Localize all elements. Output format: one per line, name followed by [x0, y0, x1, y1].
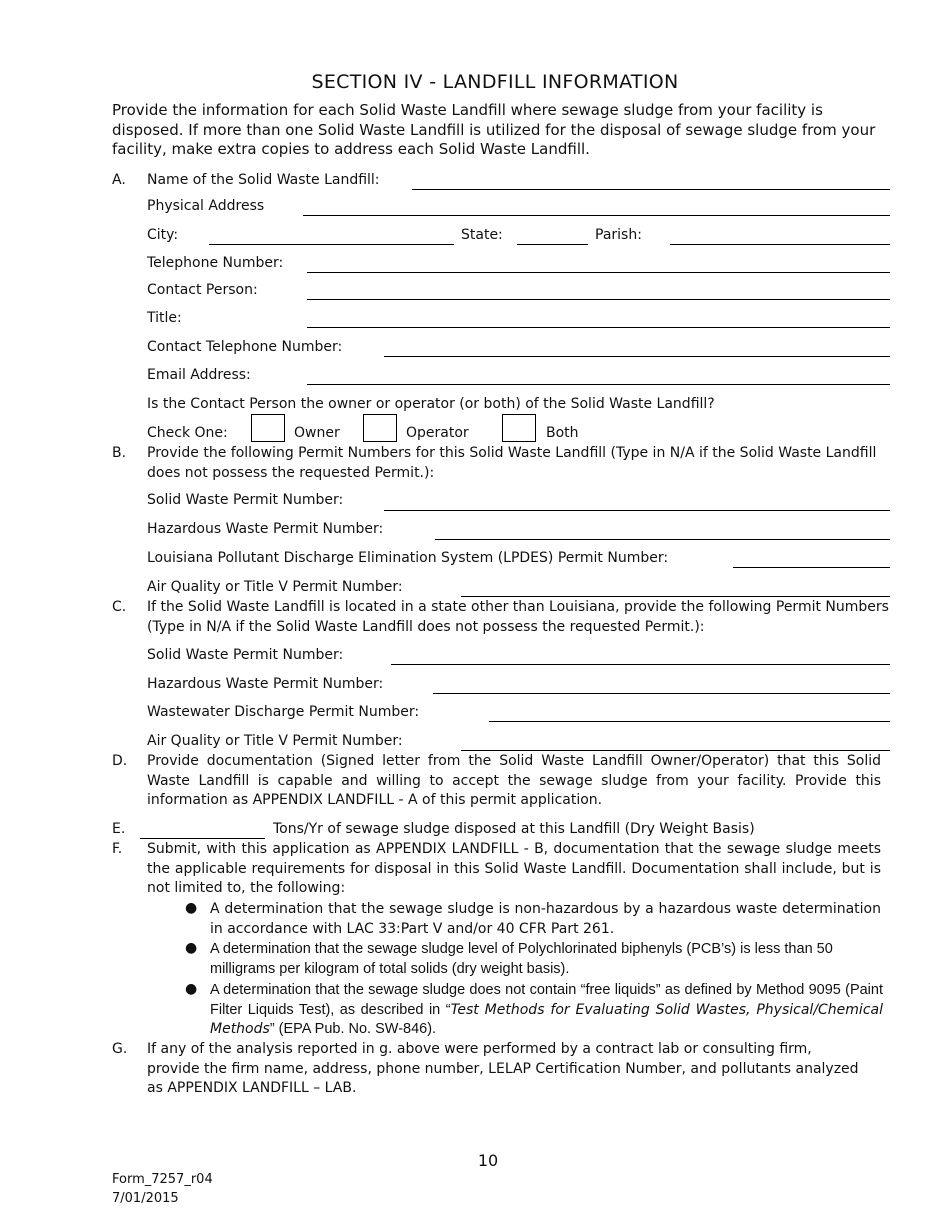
b-air-quality-permit-field[interactable] — [461, 596, 890, 597]
b-solid-waste-permit-field[interactable] — [384, 510, 890, 511]
email-label: Email Address: — [147, 367, 251, 383]
section-c-text: If the Solid Waste Landfill is located in a state other than Louisiana, provide the following Permit Numbers (Type in N/A if the Solid Waste Landfill does not possess the requested Permit.): — [147, 599, 889, 635]
state-field[interactable] — [517, 244, 588, 245]
both-option-label: Both — [546, 425, 579, 441]
title-label: Title: — [147, 310, 182, 326]
city-label: City: — [147, 227, 179, 243]
contact-person-field[interactable] — [307, 299, 890, 300]
contact-person-label: Contact Person: — [147, 282, 258, 298]
physical-address-label: Physical Address — [147, 198, 265, 214]
state-label: State: — [461, 227, 503, 243]
bullet-dot: ● — [185, 981, 198, 997]
bullet3-intro: A determination that the sewage sludge does not contain “free liquids” as defined by Method 9095 (Paint Filter Liquids Test), as described in “ — [210, 982, 883, 1018]
b-lpdes-permit-field[interactable] — [733, 567, 890, 568]
section-b-letter: B. — [112, 445, 127, 461]
section-e-text: Tons/Yr of sewage sludge disposed at this Landfill (Dry Weight Basis) — [273, 821, 755, 837]
telephone-label: Telephone Number: — [147, 255, 284, 271]
physical-address-field[interactable] — [303, 215, 890, 216]
city-field[interactable] — [209, 244, 454, 245]
c-air-quality-permit-field[interactable] — [461, 750, 890, 751]
c-solid-waste-permit-label: Solid Waste Permit Number: — [147, 647, 344, 663]
c-hazardous-waste-permit-field[interactable] — [433, 693, 890, 694]
owner-operator-question: Is the Contact Person the owner or operator (or both) of the Solid Waste Landfill? — [147, 396, 715, 412]
operator-option-label: Operator — [406, 425, 469, 441]
operator-checkbox[interactable] — [363, 414, 397, 442]
c-solid-waste-permit-field[interactable] — [391, 664, 890, 665]
parish-field[interactable] — [670, 244, 890, 245]
f-bullet-pcb: A determination that the sewage sludge level of Polychlorinated biphenyls (PCB’s) is less than 50 milligrams per kilogram of total solids (dry weight basis). — [210, 941, 833, 977]
owner-option-label: Owner — [294, 425, 340, 441]
landfill-name-label: Name of the Solid Waste Landfill: — [147, 172, 380, 188]
b-solid-waste-permit-label: Solid Waste Permit Number: — [147, 492, 344, 508]
contact-telephone-label: Contact Telephone Number: — [147, 339, 343, 355]
section-g-text: If any of the analysis reported in g. above were performed by a contract lab or consulting firm, provide the firm name, address, phone number, LELAP Certification Number, and pollutants analyzed as APPENDIX LANDFILL – LAB. — [147, 1041, 859, 1096]
form-date: 7/01/2015 — [112, 1191, 179, 1206]
c-air-quality-permit-label: Air Quality or Title V Permit Number: — [147, 733, 403, 749]
section-f-letter: F. — [112, 841, 123, 857]
telephone-field[interactable] — [307, 272, 890, 273]
section-f-text: Submit, with this application as APPENDIX LANDFILL - B, documentation that the sewage sludge meets the applicable requirements for disposal in this Solid Waste Landfill. Documentation shall include, but is not limited to, the following: — [147, 841, 881, 896]
section-a-letter: A. — [112, 172, 126, 188]
section-title: SECTION IV - LANDFILL INFORMATION — [311, 71, 679, 93]
b-lpdes-permit-label: Louisiana Pollutant Discharge Elimination System (LPDES) Permit Number: — [147, 550, 669, 566]
both-checkbox[interactable] — [502, 414, 536, 442]
b-air-quality-permit-label: Air Quality or Title V Permit Number: — [147, 579, 403, 595]
tons-per-year-field[interactable] — [140, 838, 265, 839]
contact-telephone-field[interactable] — [384, 356, 890, 357]
title-field[interactable] — [307, 327, 890, 328]
intro-paragraph: Provide the information for each Solid Waste Landfill where sewage sludge from your facility is disposed. If more than one Solid Waste Landfill is utilized for the disposal of sewage sludge from your facility, make extra copies to address each Solid Waste Landfill. — [112, 101, 876, 158]
section-d-letter: D. — [112, 753, 128, 769]
landfill-name-field[interactable] — [412, 189, 890, 190]
email-field[interactable] — [307, 384, 890, 385]
bullet-dot: ● — [185, 900, 198, 916]
section-d-text: Provide documentation (Signed letter from the Solid Waste Landfill Owner/Operator) that this Solid Waste Landfill is capable and willing to accept the sewage sludge from your facility. Provide this information as APPENDIX LANDFILL - A of this permit application. — [147, 753, 881, 808]
parish-label: Parish: — [595, 227, 642, 243]
c-wastewater-permit-label: Wastewater Discharge Permit Number: — [147, 704, 420, 720]
f-bullet-free-liquids — [210, 981, 883, 1040]
check-one-label: Check One: — [147, 425, 228, 441]
bullet-dot: ● — [185, 940, 198, 956]
b-hazardous-waste-permit-field[interactable] — [435, 539, 890, 540]
form-id: Form_7257_r04 — [112, 1172, 213, 1187]
section-e-letter: E. — [112, 821, 126, 837]
page-number: 10 — [477, 1151, 499, 1170]
b-hazardous-waste-permit-label: Hazardous Waste Permit Number: — [147, 521, 384, 537]
section-c-letter: C. — [112, 599, 127, 615]
c-wastewater-permit-field[interactable] — [489, 721, 890, 722]
f-bullet-hazardous: A determination that the sewage sludge is non-hazardous by a hazardous waste determination in accordance with LAC 33:Part V and/or 40 CFR Part 261. — [210, 901, 881, 937]
c-hazardous-waste-permit-label: Hazardous Waste Permit Number: — [147, 676, 384, 692]
test-methods-title: Test Methods for Evaluating Solid Wastes, Physical/Chemical Methods — [210, 1001, 883, 1037]
section-g-letter: G. — [112, 1041, 128, 1057]
section-b-text: Provide the following Permit Numbers for this Solid Waste Landfill (Type in N/A if the Solid Waste Landfill does not possess the requested Permit.): — [147, 445, 877, 481]
owner-checkbox[interactable] — [251, 414, 285, 442]
bullet3-suffix: ” (EPA Pub. No. SW-846). — [269, 1021, 437, 1037]
